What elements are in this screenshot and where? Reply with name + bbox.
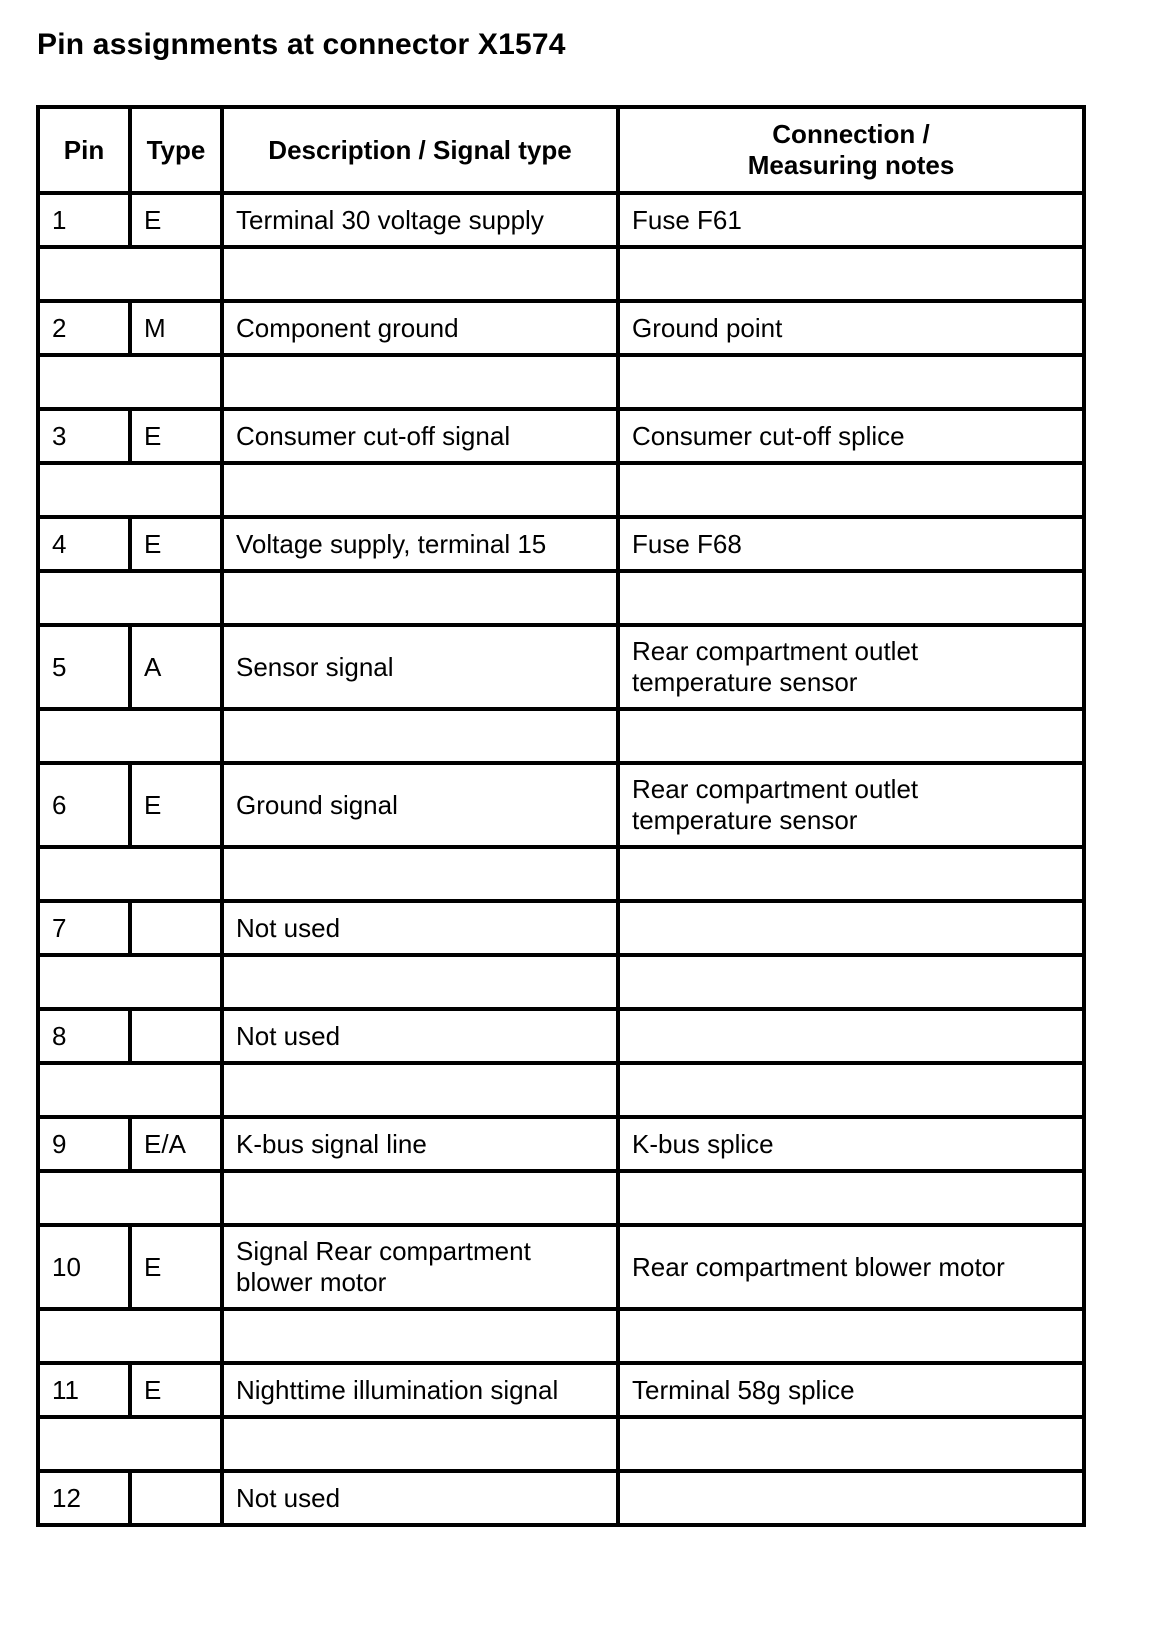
spacer-row xyxy=(38,1309,1084,1363)
spacer-cell xyxy=(222,355,618,409)
connection-cell xyxy=(618,625,1084,709)
spacer-cell xyxy=(618,1309,1084,1363)
spacer-cell xyxy=(618,247,1084,301)
spacer-cell xyxy=(38,247,222,301)
spacer-cell xyxy=(222,709,618,763)
connection-cell: Consumer cut-off splice xyxy=(618,409,1084,463)
spacer-cell xyxy=(222,463,618,517)
spacer-cell xyxy=(38,355,222,409)
spacer-cell xyxy=(38,709,222,763)
pin-cell: 2 xyxy=(38,301,130,355)
connection-cell: Fuse F68 xyxy=(618,517,1084,571)
spacer-cell xyxy=(222,247,618,301)
type-cell xyxy=(130,1009,222,1063)
spacer-cell xyxy=(38,571,222,625)
connection-cell: Fuse F61 xyxy=(618,193,1084,247)
connection-cell: K-bus splice xyxy=(618,1117,1084,1171)
pin-cell: 8 xyxy=(38,1009,130,1063)
type-cell: E xyxy=(130,193,222,247)
connection-line2: temperature sensor xyxy=(632,667,858,697)
description-line2: blower motor xyxy=(236,1267,387,1297)
connection-line2: temperature sensor xyxy=(632,805,858,835)
type-cell: E xyxy=(130,517,222,571)
spacer-cell xyxy=(618,463,1084,517)
spacer-cell xyxy=(38,955,222,1009)
connection-cell: Ground point xyxy=(618,301,1084,355)
type-cell: E xyxy=(130,1363,222,1417)
type-cell: A xyxy=(130,625,222,709)
spacer-cell xyxy=(222,1417,618,1471)
connection-cell xyxy=(618,763,1084,847)
table-row xyxy=(38,1471,1084,1525)
pin-cell: 3 xyxy=(38,409,130,463)
connection-cell: Rear compartment blower motor xyxy=(618,1225,1084,1309)
description-cell: Not used xyxy=(222,1471,618,1525)
header-pin: Pin xyxy=(38,107,130,193)
header-row xyxy=(38,107,1084,193)
description-cell: Component ground xyxy=(222,301,618,355)
pin-cell: 1 xyxy=(38,193,130,247)
spacer-cell xyxy=(38,463,222,517)
description-cell: Consumer cut-off signal xyxy=(222,409,618,463)
table-row xyxy=(38,193,1084,247)
type-cell xyxy=(130,901,222,955)
pin-cell: 12 xyxy=(38,1471,130,1525)
spacer-row xyxy=(38,1171,1084,1225)
spacer-row xyxy=(38,955,1084,1009)
spacer-cell xyxy=(618,1063,1084,1117)
spacer-cell xyxy=(618,955,1084,1009)
connection-cell xyxy=(618,901,1084,955)
page-title: Pin assignments at connector X1574 xyxy=(37,28,566,61)
header-connection-line2: Measuring notes xyxy=(747,150,955,180)
table-row xyxy=(38,763,1084,847)
spacer-cell xyxy=(38,1063,222,1117)
spacer-cell xyxy=(222,955,618,1009)
type-cell: E xyxy=(130,763,222,847)
type-cell: E/A xyxy=(130,1117,222,1171)
type-cell: M xyxy=(130,301,222,355)
spacer-cell xyxy=(222,571,618,625)
spacer-row xyxy=(38,355,1084,409)
description-cell: Ground signal xyxy=(222,763,618,847)
description-cell: Not used xyxy=(222,1009,618,1063)
spacer-row xyxy=(38,247,1084,301)
table-row xyxy=(38,625,1084,709)
header-connection-line1: Connection / xyxy=(772,119,930,149)
description-cell: Sensor signal xyxy=(222,625,618,709)
connection-line1: Rear compartment outlet xyxy=(632,636,919,666)
table-row xyxy=(38,517,1084,571)
spacer-row xyxy=(38,463,1084,517)
description-cell: Voltage supply, terminal 15 xyxy=(222,517,618,571)
header-type: Type xyxy=(130,107,222,193)
pin-cell: 11 xyxy=(38,1363,130,1417)
connection-cell: Terminal 58g splice xyxy=(618,1363,1084,1417)
table-row xyxy=(38,1117,1084,1171)
spacer-cell xyxy=(222,1171,618,1225)
connection-cell xyxy=(618,1009,1084,1063)
spacer-row xyxy=(38,571,1084,625)
spacer-cell xyxy=(618,709,1084,763)
spacer-cell xyxy=(38,1171,222,1225)
table-row xyxy=(38,409,1084,463)
header-description: Description / Signal type xyxy=(222,107,618,193)
pin-cell: 5 xyxy=(38,625,130,709)
pin-cell: 4 xyxy=(38,517,130,571)
pin-cell: 9 xyxy=(38,1117,130,1171)
table-row xyxy=(38,301,1084,355)
table-row xyxy=(38,901,1084,955)
pin-cell: 10 xyxy=(38,1225,130,1309)
table-row xyxy=(38,1225,1084,1309)
table-row xyxy=(38,1009,1084,1063)
spacer-cell xyxy=(618,1171,1084,1225)
spacer-cell xyxy=(222,847,618,901)
pin-cell: 6 xyxy=(38,763,130,847)
spacer-cell xyxy=(38,847,222,901)
spacer-cell xyxy=(618,1417,1084,1471)
description-cell xyxy=(222,1225,618,1309)
spacer-row xyxy=(38,847,1084,901)
description-cell: K-bus signal line xyxy=(222,1117,618,1171)
spacer-cell xyxy=(618,571,1084,625)
description-cell: Terminal 30 voltage supply xyxy=(222,193,618,247)
description-line1: Signal Rear compartment xyxy=(236,1236,531,1266)
table-row xyxy=(38,1363,1084,1417)
type-cell: E xyxy=(130,409,222,463)
pin-cell: 7 xyxy=(38,901,130,955)
description-cell: Nighttime illumination signal xyxy=(222,1363,618,1417)
description-cell: Not used xyxy=(222,901,618,955)
spacer-cell xyxy=(618,847,1084,901)
spacer-row xyxy=(38,1063,1084,1117)
spacer-row xyxy=(38,1417,1084,1471)
header-connection xyxy=(618,107,1084,193)
spacer-cell xyxy=(222,1309,618,1363)
spacer-cell xyxy=(38,1309,222,1363)
spacer-row xyxy=(38,709,1084,763)
connection-line1: Rear compartment outlet xyxy=(632,774,919,804)
connection-cell xyxy=(618,1471,1084,1525)
type-cell xyxy=(130,1471,222,1525)
spacer-cell xyxy=(222,1063,618,1117)
spacer-cell xyxy=(618,355,1084,409)
type-cell: E xyxy=(130,1225,222,1309)
spacer-cell xyxy=(38,1417,222,1471)
pin-assignment-table xyxy=(36,105,1086,1527)
